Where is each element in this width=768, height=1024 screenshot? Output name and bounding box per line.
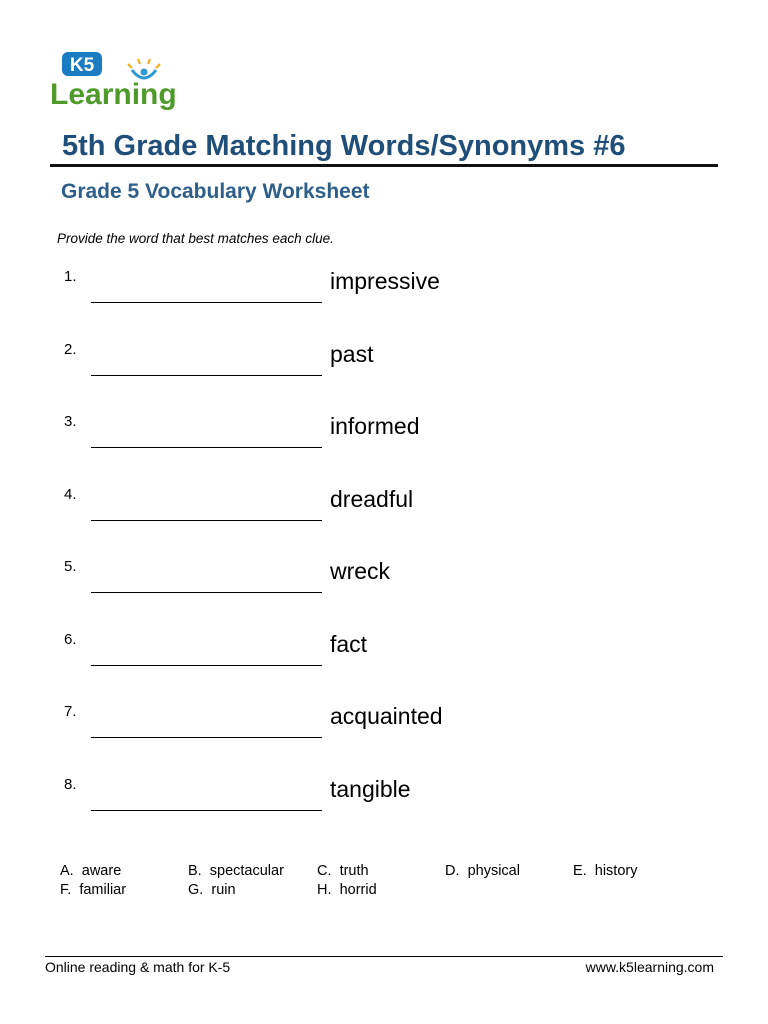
question-number: 6. — [64, 630, 77, 648]
answer-blank[interactable] — [91, 810, 322, 811]
worksheet-subtitle: Grade 5 Vocabulary Worksheet — [61, 180, 370, 203]
logo-wordmark: Learning — [50, 78, 177, 110]
word-bank-item-h — [317, 881, 377, 899]
question-number: 8. — [64, 775, 77, 793]
question-number: 7. — [64, 703, 77, 720]
answer-blank[interactable] — [91, 665, 322, 666]
logo-figure-head — [141, 69, 148, 76]
answer-blank[interactable] — [91, 592, 322, 593]
word-bank-letter: A. — [60, 863, 74, 879]
instructions: Provide the word that best matches each clue. — [57, 231, 334, 246]
word-bank-item-d — [445, 862, 520, 880]
word-bank-word: history — [594, 863, 638, 879]
word-bank-letter: H. — [317, 882, 332, 898]
k5-learning-logo — [48, 50, 190, 110]
logo-sun-rays — [128, 59, 160, 68]
answer-blank[interactable] — [91, 520, 322, 521]
word-bank-item-b — [188, 862, 284, 880]
footer-divider — [45, 956, 723, 957]
answer-blank[interactable] — [91, 302, 322, 303]
question-4 — [0, 480, 768, 552]
clue-word: dreadful — [330, 485, 414, 512]
question-3 — [0, 407, 768, 479]
word-bank-word: truth — [339, 863, 369, 879]
answer-blank[interactable] — [91, 375, 322, 376]
question-5 — [0, 552, 768, 624]
worksheet-title: 5th Grade Matching Words/Synonyms #6 — [62, 130, 626, 162]
word-bank-item-g — [188, 881, 236, 899]
clue-word: past — [330, 340, 374, 367]
word-bank-item-f — [60, 881, 126, 899]
word-bank-letter: C. — [317, 863, 332, 879]
clue-word: fact — [330, 630, 368, 657]
word-bank-letter: F. — [60, 882, 72, 898]
word-bank-item-c — [317, 862, 369, 880]
question-number: 2. — [64, 340, 77, 358]
question-1 — [0, 262, 768, 334]
question-6 — [0, 625, 768, 697]
word-bank-word: aware — [81, 863, 122, 879]
footer-website-link[interactable]: www.k5learning.com — [585, 959, 714, 975]
title-divider — [50, 164, 718, 167]
word-bank-letter: E. — [573, 863, 587, 879]
word-bank-letter: G. — [188, 882, 204, 898]
word-bank-word: ruin — [211, 882, 236, 898]
question-number: 4. — [64, 485, 77, 503]
question-number: 5. — [64, 558, 77, 575]
answer-blank[interactable] — [91, 737, 322, 738]
footer-tagline: Online reading & math for K-5 — [45, 959, 231, 975]
clue-word: informed — [330, 413, 420, 439]
word-bank-item-a — [60, 862, 121, 880]
question-2 — [0, 335, 768, 407]
logo-badge-text: K5 — [69, 55, 95, 76]
clue-word: acquainted — [330, 703, 443, 729]
question-7 — [0, 697, 768, 769]
answer-blank[interactable] — [91, 447, 322, 448]
word-bank-letter: B. — [188, 863, 202, 879]
clue-word: impressive — [330, 268, 440, 294]
word-bank-word: familiar — [79, 882, 127, 898]
word-bank-letter: D. — [445, 863, 460, 879]
clue-word: wreck — [330, 558, 391, 584]
question-8 — [0, 770, 768, 842]
word-bank-word: physical — [467, 863, 520, 879]
word-bank-word: spectacular — [209, 863, 284, 879]
word-bank-word: horrid — [339, 882, 377, 898]
clue-word: tangible — [330, 775, 411, 802]
question-number: 3. — [64, 413, 77, 430]
question-number: 1. — [64, 268, 77, 285]
word-bank-item-e — [573, 862, 637, 880]
